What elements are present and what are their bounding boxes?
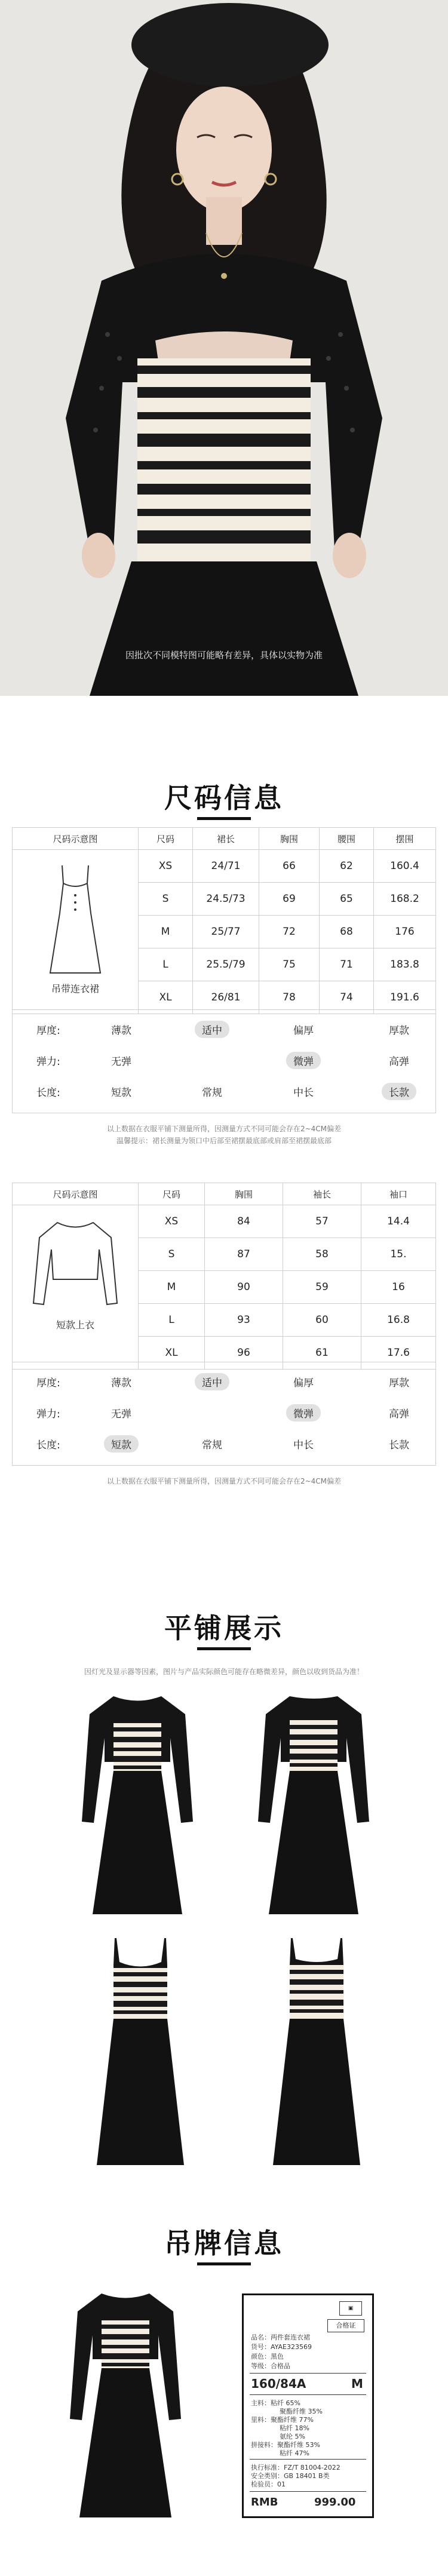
- attr-option-selected: 适中: [195, 1373, 229, 1390]
- attr-label: 厚度:: [36, 1025, 60, 1037]
- tag-fabric: 聚酯纤维 35%: [280, 2408, 323, 2415]
- tag-line: 颜色：黑色: [251, 2353, 284, 2360]
- size-cell: XL: [139, 1337, 205, 1370]
- dress-sketch-icon: [39, 859, 111, 979]
- attr-option-selected: 长款: [382, 1083, 416, 1100]
- flat-lay-set-back: [257, 1690, 370, 1917]
- tag-line: 品名：两件套连衣裙: [251, 2334, 310, 2341]
- top-sketch-icon: [30, 1214, 120, 1315]
- attr-option-selected: 微弹: [286, 1052, 321, 1069]
- size-cell: L: [139, 1304, 205, 1337]
- tag-product-image: [69, 2288, 182, 2520]
- cuff-cell: 16.8: [361, 1304, 436, 1337]
- table-row: [13, 850, 436, 883]
- bust-cell: 69: [259, 883, 320, 916]
- attr-option: 长款: [389, 1439, 409, 1451]
- hero-disclaimer: 因批次不同模特图可能略有差异，具体以实物为准: [125, 650, 323, 661]
- model-illustration: [0, 0, 448, 696]
- flat-lay-title: 平铺展示: [164, 1612, 284, 1644]
- tag-divider: [250, 2459, 366, 2460]
- bust-cell: 90: [205, 1271, 283, 1304]
- attr-label: 长度:: [36, 1439, 60, 1451]
- tag-logo-icon: ▣: [339, 2301, 362, 2316]
- size-cell: M: [139, 1271, 205, 1304]
- top-header-sleeve: 袖长: [283, 1183, 361, 1205]
- length-cell: 25/77: [193, 916, 259, 948]
- attr-option: 薄款: [111, 1025, 131, 1037]
- attr-row-length: [13, 1428, 435, 1458]
- flat-lay-dress-back: [272, 1935, 361, 2168]
- attr-row-length: [13, 1076, 435, 1106]
- length-cell: 24/71: [193, 850, 259, 883]
- attr-option: 常规: [202, 1439, 222, 1451]
- tag-divider: [250, 2491, 366, 2492]
- size-info-underline: [197, 817, 251, 820]
- top-header-size: 尺码: [139, 1183, 205, 1205]
- attr-option: 常规: [202, 1087, 222, 1099]
- hero-model-photo: [0, 0, 448, 696]
- attr-row-thickness: [13, 1366, 435, 1396]
- bust-cell: 72: [259, 916, 320, 948]
- tag-divider: [250, 2394, 366, 2395]
- flat-lay-underline: [197, 1647, 251, 1650]
- bust-cell: 66: [259, 850, 320, 883]
- bust-cell: 75: [259, 948, 320, 981]
- length-cell: 24.5/73: [193, 883, 259, 916]
- top-header-sketch: 尺码示意图: [13, 1183, 139, 1205]
- size-cell: S: [139, 883, 193, 916]
- top-attributes: [12, 1362, 436, 1466]
- attr-label: 弹力:: [36, 1056, 60, 1068]
- size-cell: M: [139, 916, 193, 948]
- dress-header-size: 尺码: [139, 828, 193, 850]
- attr-option-selected: 微弹: [286, 1404, 321, 1421]
- dress-table-header: [13, 828, 436, 850]
- cuff-cell: 15.: [361, 1238, 436, 1271]
- attr-option: 厚款: [389, 1025, 409, 1037]
- length-cell: 25.5/79: [193, 948, 259, 981]
- attr-label: 厚度:: [36, 1377, 60, 1389]
- cuff-cell: 16: [361, 1271, 436, 1304]
- sleeve-cell: 57: [283, 1205, 361, 1238]
- dress-size-table: [12, 827, 436, 1014]
- dress-header-waist: 腰围: [320, 828, 374, 850]
- attr-option: 中长: [293, 1087, 314, 1099]
- top-measure-note: 以上数据在衣服平铺下测量所得，因测量方式不同可能会存在2~4CM偏差: [106, 1477, 342, 1485]
- cuff-cell: 14.4: [361, 1205, 436, 1238]
- tag-fabric: 氨纶 5%: [280, 2433, 305, 2440]
- attr-option: 偏厚: [293, 1025, 314, 1037]
- waist-cell: 62: [320, 850, 374, 883]
- hem-cell: 160.4: [374, 850, 436, 883]
- attr-option: 高弹: [389, 1056, 409, 1068]
- sleeve-cell: 58: [283, 1238, 361, 1271]
- tag-price-label: RMB: [251, 2496, 278, 2509]
- sleeve-cell: 59: [283, 1271, 361, 1304]
- top-sketch-cell: [13, 1205, 139, 1370]
- attr-label: 弹力:: [36, 1408, 60, 1420]
- tag-line: 货号：AYAE323569: [251, 2343, 312, 2351]
- tag-fabric: 拼接料：聚酯纤维 53%: [251, 2441, 320, 2449]
- flat-lay-dress-front: [96, 1935, 185, 2168]
- dress-header-length: 裙长: [193, 828, 259, 850]
- attr-option: 厚款: [389, 1377, 409, 1389]
- tag-fabric: 里料：聚酯纤维 77%: [251, 2416, 314, 2424]
- attr-option-selected: 适中: [195, 1021, 229, 1038]
- size-cell: XL: [139, 981, 193, 1014]
- top-table-header: [13, 1183, 436, 1205]
- sleeve-cell: 60: [283, 1304, 361, 1337]
- flat-lay-subtitle: 因灯光及显示器等因素，图片与产品实际颜色可能存在略微差异，颜色以收到货品为准！: [84, 1668, 364, 1676]
- dress-attributes: [12, 1009, 436, 1113]
- attr-option: 短款: [111, 1087, 131, 1099]
- bust-cell: 93: [205, 1304, 283, 1337]
- top-size-table: [12, 1183, 436, 1370]
- bust-cell: 78: [259, 981, 320, 1014]
- size-info-title: 尺码信息: [164, 782, 284, 814]
- tag-info-underline: [197, 2262, 251, 2265]
- tag-fabric: 粘纤 47%: [280, 2449, 309, 2457]
- tag-badge: 合格证: [327, 2319, 364, 2332]
- attr-option: 无弹: [111, 1056, 131, 1068]
- attr-option: 薄款: [111, 1377, 131, 1389]
- hem-cell: 176: [374, 916, 436, 948]
- dress-sketch-label: 吊带连衣裙: [51, 983, 99, 994]
- length-cell: 26/81: [193, 981, 259, 1014]
- tag-size-code: 160/84A: [251, 2377, 306, 2391]
- cuff-cell: 17.6: [361, 1337, 436, 1370]
- dress-header-hem: 摆围: [374, 828, 436, 850]
- size-cell: L: [139, 948, 193, 981]
- waist-cell: 65: [320, 883, 374, 916]
- top-header-bust: 胸围: [205, 1183, 283, 1205]
- attr-option: 高弹: [389, 1408, 409, 1420]
- tag-price: 999.00: [314, 2496, 356, 2509]
- tag-divider: [250, 2373, 366, 2374]
- top-header-cuff: 袖口: [361, 1183, 436, 1205]
- size-cell: XS: [139, 850, 193, 883]
- attr-option-selected: 短款: [104, 1435, 139, 1453]
- table-row: [13, 1205, 436, 1238]
- tag-fabric: 粘纤 18%: [280, 2424, 309, 2432]
- attr-row-thickness: [13, 1014, 435, 1043]
- hem-cell: 191.6: [374, 981, 436, 1014]
- attr-option: 偏厚: [293, 1377, 314, 1389]
- dress-header-bust: 胸围: [259, 828, 320, 850]
- dress-measure-note: 以上数据在衣服平铺下测量所得，因测量方式不同可能会存在2~4CM偏差: [106, 1125, 342, 1133]
- dress-tip-note: 温馨提示：裙长测量为领口中后部至裙摆最底部或肩部至裙摆最底部: [116, 1137, 332, 1145]
- hem-cell: 168.2: [374, 883, 436, 916]
- tag-standard: 检验员：01: [251, 2480, 286, 2488]
- bust-cell: 87: [205, 1238, 283, 1271]
- top-sketch-label: 短款上衣: [56, 1319, 94, 1331]
- bust-cell: 84: [205, 1205, 283, 1238]
- attr-row-elasticity: [13, 1397, 435, 1427]
- waist-cell: 68: [320, 916, 374, 948]
- flat-lay-set-front: [81, 1690, 194, 1917]
- attr-option: 无弹: [111, 1408, 131, 1420]
- tag-line: 等级：合格品: [251, 2362, 290, 2370]
- dress-header-sketch: 尺码示意图: [13, 828, 139, 850]
- attr-row-elasticity: [13, 1045, 435, 1074]
- waist-cell: 71: [320, 948, 374, 981]
- waist-cell: 74: [320, 981, 374, 1014]
- size-cell: XS: [139, 1205, 205, 1238]
- size-cell: S: [139, 1238, 205, 1271]
- hang-tag: [242, 2293, 374, 2518]
- tag-fabric: 主料：粘纤 65%: [251, 2399, 300, 2407]
- attr-option: 中长: [293, 1439, 314, 1451]
- tag-size: M: [351, 2377, 363, 2391]
- attr-label: 长度:: [36, 1087, 60, 1099]
- dress-sketch-cell: [13, 850, 139, 1014]
- tag-info-title: 吊牌信息: [164, 2227, 284, 2259]
- hem-cell: 183.8: [374, 948, 436, 981]
- tag-standard: 执行标准：FZ/T 81004-2022: [251, 2464, 340, 2471]
- sleeve-cell: 61: [283, 1337, 361, 1370]
- tag-standard: 安全类别：GB 18401 B类: [251, 2472, 330, 2480]
- bust-cell: 96: [205, 1337, 283, 1370]
